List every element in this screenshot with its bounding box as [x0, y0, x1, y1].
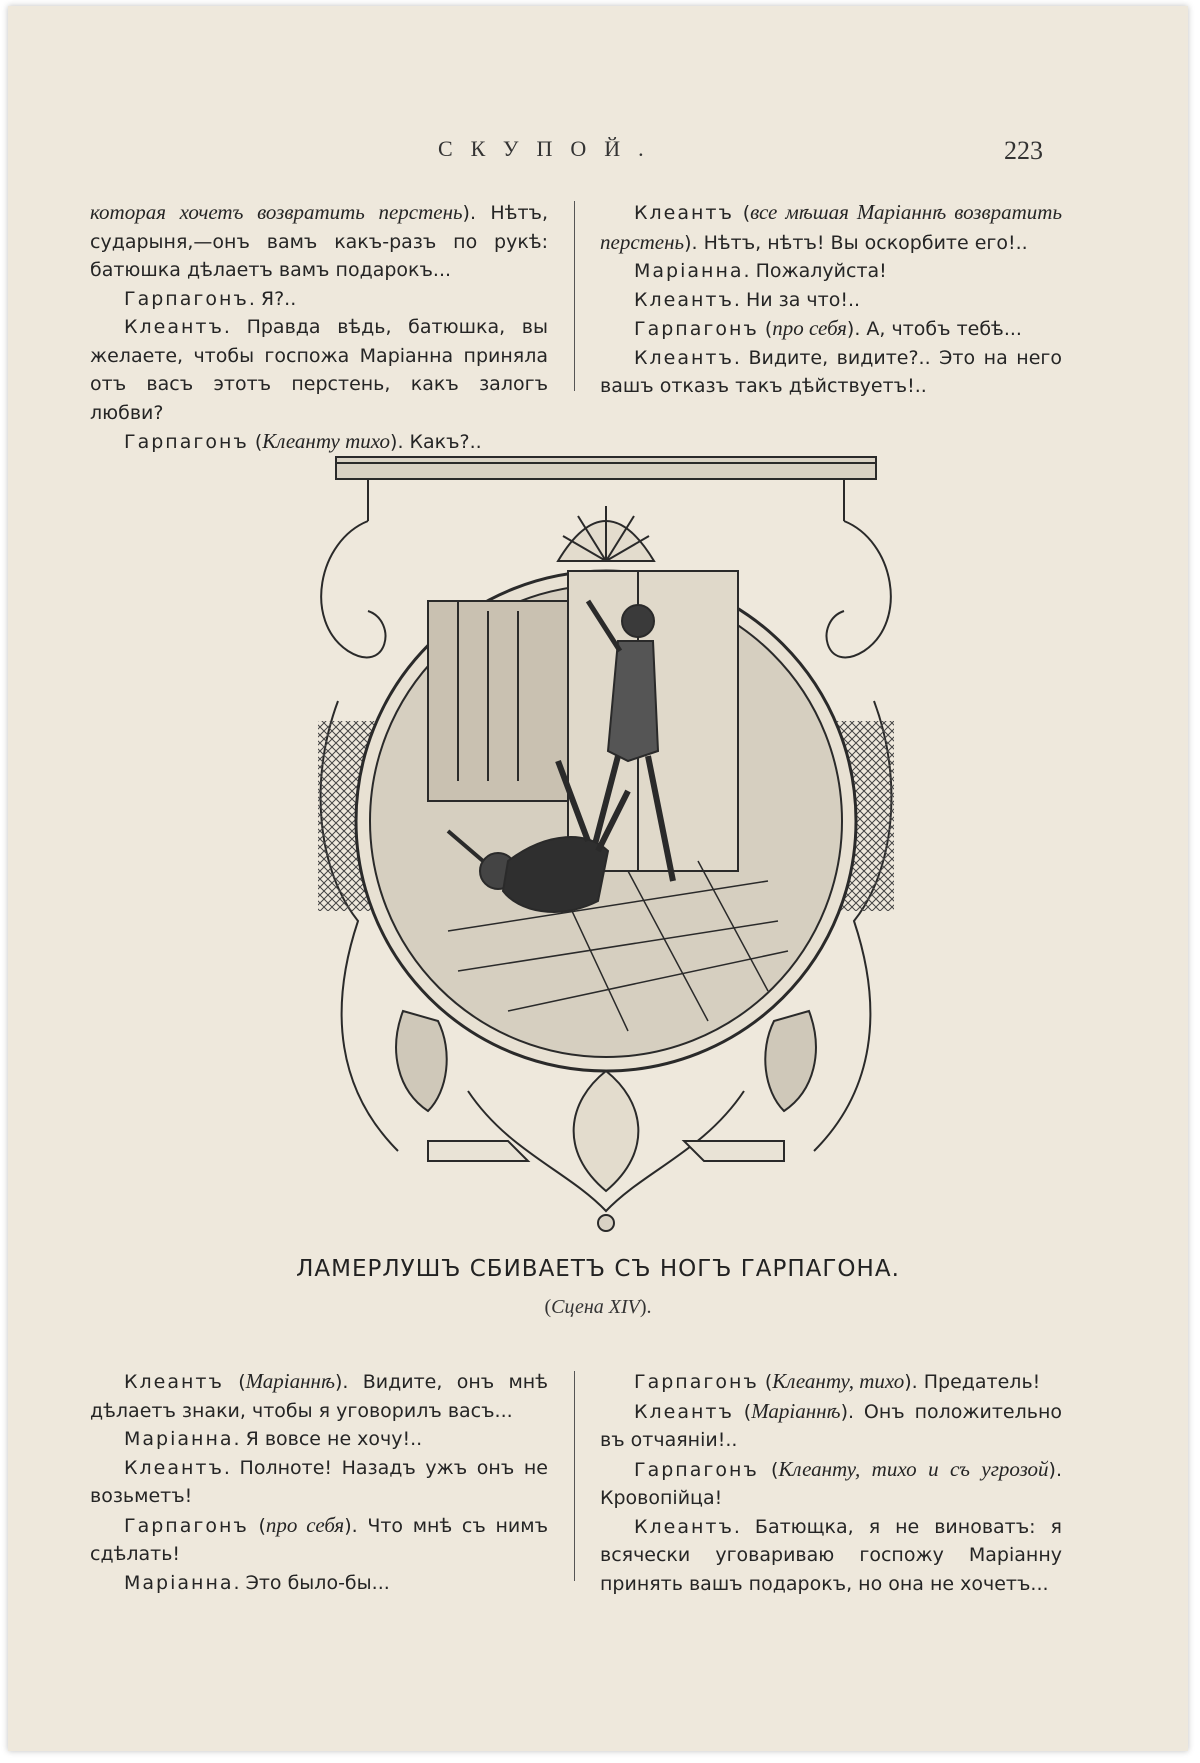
engraving-illustration: [308, 451, 904, 1236]
dialogue-text: . Пожалуйста!: [743, 260, 887, 282]
stage-direction: Клеанту тихо: [262, 429, 391, 453]
dialogue-line: [600, 286, 1062, 315]
dialogue-text: ). Нѣтъ, нѣтъ! Вы оскорбите его!..: [684, 231, 1028, 254]
stage-direction: которая хочетъ возвратить перстень: [90, 200, 463, 224]
dialogue-line: Гарпагонъ (Клеанту тихо). Какъ?..: [124, 429, 482, 453]
dialogue-line: Клеантъ (Маріаннѣ). Видите, онъ мнѣ дѣлаетъ знаки, чтобы я уговорилъ васъ...: [90, 1369, 548, 1422]
stage-direction: Клеанту, тихо: [772, 1369, 905, 1393]
dialogue-line: [90, 285, 548, 314]
speaker-name: Гарпагонъ: [634, 318, 759, 340]
dialogue-line: Гарпагонъ (про себя). Что мнѣ съ нимъ сдѣлать!: [90, 1512, 548, 1565]
speaker-name: Гарпагонъ: [124, 431, 249, 453]
speaker-name: Клеантъ: [634, 346, 734, 369]
dialogue-text: ). А, чтобъ тебѣ...: [846, 318, 1022, 340]
speaker-name: Гарпагонъ: [124, 287, 249, 310]
page-number: 223: [1004, 136, 1043, 165]
column-rule: [574, 1371, 575, 1581]
stage-direction: про себя: [265, 1512, 345, 1537]
dialogue-text: . Видите, видите?.. Это на него вашъ отказъ такъ дѣйствуетъ!..: [600, 346, 1062, 397]
dialogue-text: . Я?..: [248, 287, 297, 310]
dialogue-line: [600, 1513, 1062, 1599]
dialogue-line: [90, 1425, 548, 1454]
dialogue-line: Гарпагонъ (Клеанту, тихо). Предатель!: [634, 1369, 1041, 1393]
top-bar-ornament: [336, 457, 876, 479]
dialogue-line: [600, 344, 1062, 401]
dialogue-line: Клеантъ (Маріаннѣ). Онъ положительно въ отчаяніи!..: [600, 1398, 1062, 1451]
dialogue-line: [600, 257, 1062, 286]
dialogue-text: ). Что мнѣ съ нимъ сдѣлать!: [90, 1514, 548, 1565]
dialogue-line: Клеантъ (все мѣшая Маріаннѣ возвратить перстень). Нѣтъ, нѣтъ! Вы оскорбите его!..: [600, 200, 1063, 254]
scene-reference: (Сцена XIV).: [544, 1296, 652, 1318]
running-title: СКУПОЙ.: [438, 136, 662, 161]
dialogue-text: . Я вовсе не хочу!..: [233, 1428, 423, 1450]
speaker-name: Клеантъ: [634, 1400, 734, 1423]
dialogue-text: . Батющка, я не виноватъ: я всячески уговариваю госпожу Маріанну принять вашъ подарокъ, но она не хочетъ...: [600, 1515, 1062, 1595]
stage-direction: все мѣшая Маріаннѣ возвратить перстень: [600, 200, 1063, 254]
scroll-ornament: [321, 521, 385, 657]
stage-direction: Маріаннѣ: [751, 1398, 841, 1423]
dialogue-text: ). Видите, онъ мнѣ дѣлаетъ знаки, чтобы я уговорилъ васъ...: [90, 1371, 548, 1422]
bottom-left-column: [90, 1367, 548, 1597]
top-right-column: [600, 198, 1062, 401]
speaker-name: Клеантъ: [124, 1371, 224, 1393]
scroll-ornament: [827, 521, 891, 657]
dialogue-text: . Правда вѣдь, батюшка, вы желаете, чтобы госпожа Маріанна приняла отъ васъ этотъ перстень, какъ залогъ любви?: [90, 316, 548, 424]
top-left-column: [90, 198, 548, 457]
column-rule: [574, 201, 575, 391]
speaker-name: Маріанна: [634, 260, 744, 282]
speaker-name: Маріанна: [124, 1571, 234, 1594]
speaker-name: Клеантъ: [634, 202, 734, 224]
illustration-caption: ЛАМЕРЛУШЪ СБИВАЕТЪ СЪ НОГЪ ГАРПАГОНА.: [296, 1256, 900, 1282]
dialogue-text: ). Предатель!: [904, 1371, 1041, 1393]
speaker-name: Гарпагонъ: [634, 1458, 759, 1481]
dialogue-text: ). Кровопійца!: [600, 1458, 1062, 1509]
dialogue-line: Гарпагонъ (про себя). А, чтобъ тебѣ...: [634, 316, 1022, 340]
stage-direction: про себя: [772, 316, 847, 340]
speaker-name: Клеантъ: [634, 1515, 734, 1538]
speaker-name: Клеантъ: [124, 1456, 224, 1479]
bottom-right-column: [600, 1367, 1062, 1598]
speaker-name: Гарпагонъ: [124, 1514, 249, 1537]
dialogue-text: ). Нѣтъ, сударыня,—онъ вамъ какъ-разъ по рукѣ: батюшка дѣлаетъ вамъ подарокъ...: [90, 202, 548, 281]
dialogue-line: [90, 1569, 548, 1598]
dialogue-text: . Это было-бы...: [233, 1571, 390, 1594]
dialogue-text: . Полноте! Назадъ ужъ онъ не возьметъ!: [90, 1456, 548, 1507]
horse-head-ornament: [396, 1011, 447, 1111]
book-page: [8, 6, 1188, 1751]
horse-head-ornament: [765, 1011, 816, 1111]
speaker-name: Маріанна: [124, 1428, 234, 1450]
dialogue-text: . Ни за что!..: [733, 288, 861, 311]
dialogue-line: [90, 198, 548, 285]
speaker-name: Клеантъ: [124, 316, 224, 338]
dialogue-text: ). Какъ?..: [390, 431, 482, 453]
dialogue-line: [90, 313, 548, 427]
dialogue-text: ). Онъ положительно въ отчаяніи!..: [600, 1400, 1062, 1451]
speaker-name: Гарпагонъ: [634, 1371, 759, 1393]
speaker-name: Клеантъ: [634, 288, 734, 311]
dialogue-line: [90, 1454, 548, 1511]
dialogue-line: Гарпагонъ (Клеанту, тихо и съ угрозой). Кровопійца!: [600, 1456, 1062, 1509]
stage-direction: Маріаннѣ: [245, 1369, 335, 1393]
stage-direction: Клеанту, тихо и съ угрозой: [778, 1456, 1049, 1481]
